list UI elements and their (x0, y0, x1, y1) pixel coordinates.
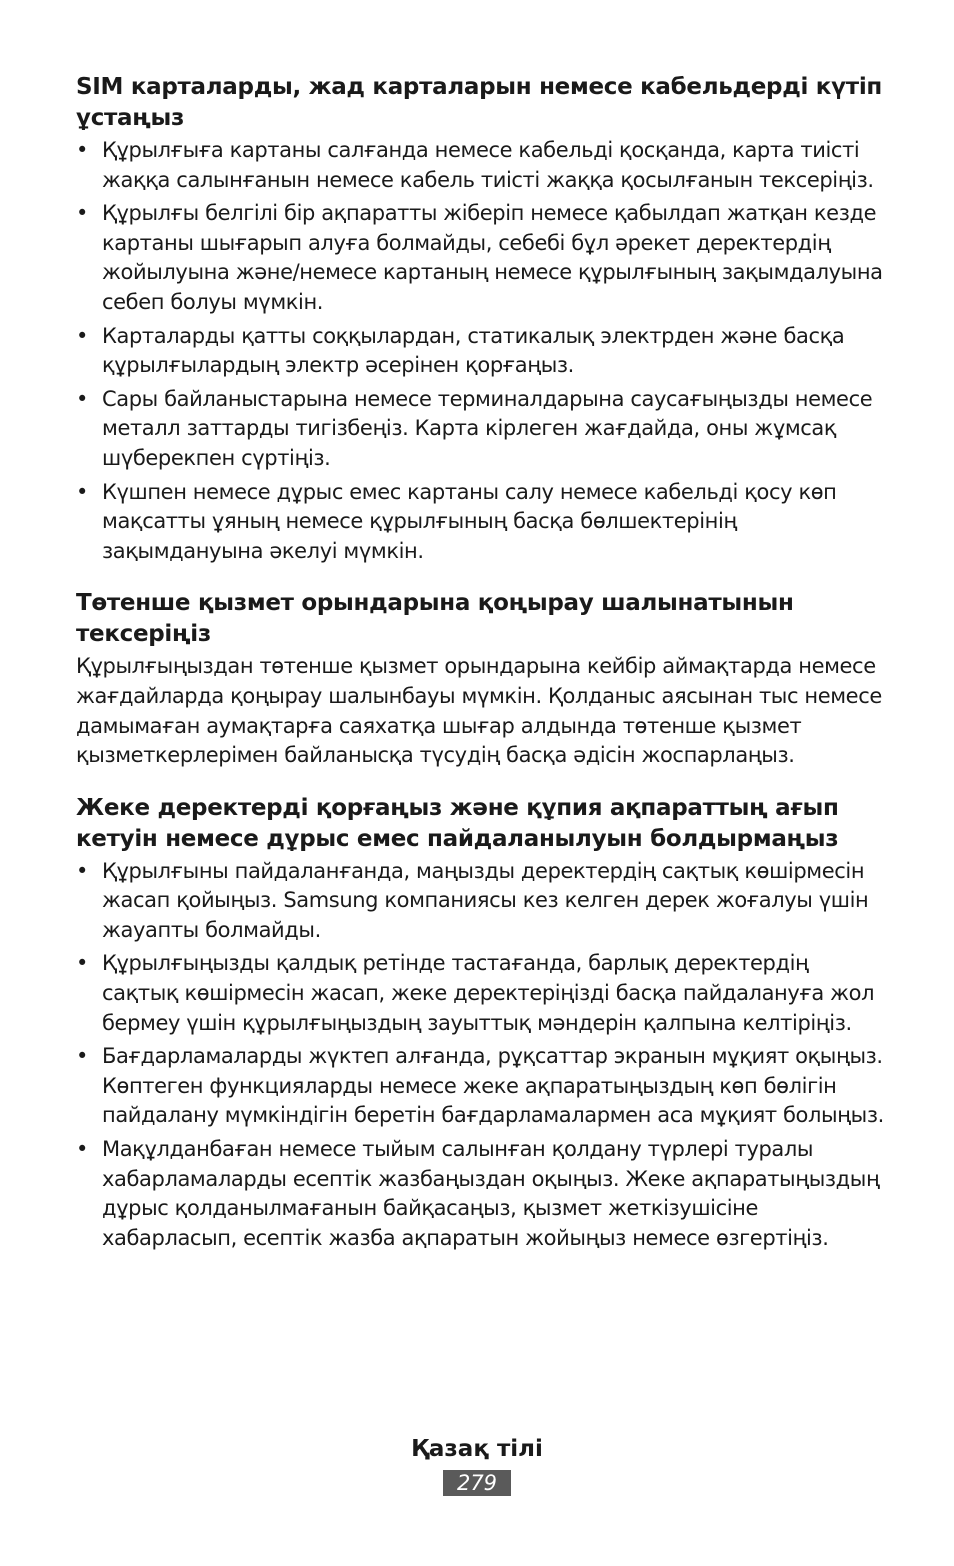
bullet-item (76, 949, 886, 1038)
section-heading: SIM карталарды, жад карталарын немесе кабельдерді күтіп ұстаңыз (76, 74, 882, 131)
bullet-item (76, 385, 886, 474)
section-emergency-calls (76, 588, 886, 770)
bullet-icon: • (76, 323, 88, 348)
bullet-icon: • (76, 1137, 88, 1162)
bullet-icon: • (76, 201, 88, 226)
section-personal-data (76, 793, 886, 1254)
bullet-item (76, 1135, 886, 1253)
bullet-text: Мақұлданбаған немесе тыйым салынған қолдану түрлері туралы хабарламаларды есептік жазбаңыздан оқыңыз. Жеке ақпаратыңыздың дұрыс қолданылмағанын байқасаңыз, қызмет жеткізушісіне хабарласып, есептік жазба ақпаратын жойыңыз немесе өзгертіңіз. (102, 1137, 880, 1250)
bullet-icon: • (76, 138, 88, 162)
section-paragraph: Құрылғыңыздан төтенше қызмет орындарына кейбір аймақтарда немесе жағдайларда қоңырау шалынбауы мүмкін. Қолданыс аясынан тыс немесе дамымаған аумақтарға саяхатқа шығар алдында төтенше қызмет қызметкерлерімен байланысқа түсудің басқа әдісін жоспарлаңыз. (76, 654, 882, 768)
bullet-icon: • (76, 479, 88, 504)
section-card-care (76, 72, 886, 566)
bullet-text: Құрылғы белгілі бір ақпаратты жіберіп немесе қабылдап жатқан кезде картаны шығарып алуға болмайды, себебі бұл әрекет деректердің жойылуына және/немесе картаның немесе құрылғының зақымдалуына себеп болуы мүмкін. (102, 201, 883, 314)
bullet-text: Карталарды қатты соққылардан, статикалық электрден және басқа құрылғылардың электр әсерінен қорғаңыз. (102, 323, 845, 378)
bullet-list (76, 136, 886, 566)
bullet-item (76, 478, 886, 567)
section-heading: Жеке деректерді қорғаңыз және құпия ақпараттың ағып кетуін немесе дұрыс емес пайдаланылуын болдырмаңыз (76, 794, 839, 852)
bullet-text: Сары байланыстарына немесе терминалдарына саусағыңызды немесе металл заттарды тигізбеңіз. Карта кірлеген жағдайда, оны жұмсақ шүберекпен сүртіңіз. (102, 386, 873, 470)
bullet-text: Құрылғыға картаны салғанда немесе кабельді қосқанда, карта тиісті жаққа салынғанын немесе кабель тиісті жаққа қосылғанын тексеріңіз. (102, 138, 874, 192)
bullet-icon: • (76, 386, 88, 411)
bullet-icon: • (76, 1044, 88, 1069)
bullet-text: Бағдарламаларды жүктеп алғанда, рұқсаттар экранын мұқият оқыңыз. Көптеген функцияларды немесе жеке ақпаратыңыздың көп бөлігін пайдалану мүмкіндігін беретін бағдарламалармен аса мұқият болыңыз. (102, 1044, 884, 1128)
document-page (76, 72, 886, 1275)
bullet-item (76, 322, 886, 381)
bullet-item (76, 1042, 886, 1131)
bullet-item (76, 136, 886, 195)
bullet-icon: • (76, 858, 88, 883)
bullet-text: Күшпен немесе дұрыс емес картаны салу немесе кабельді қосу көп мақсатты ұяның немесе құрылғының басқа бөлшектерінің зақымдануына әкелуі мүмкін. (102, 479, 837, 563)
bullet-text: Құрылғыңызды қалдық ретінде тастағанда, барлық деректердің сақтық көшірмесін жасап, жеке деректеріңізді басқа пайдалануға жол бермеу үшін құрылғыңыздың зауыттық мәндерін қалпына келтіріңіз. (102, 951, 875, 1035)
bullet-item (76, 199, 886, 317)
bullet-text: Құрылғыны пайдаланғанда, маңызды деректердің сақтық көшірмесін жасап қойыңыз. Samsung компаниясы кез келген дерек жоғалуы үшін жауапты болмайды. (102, 858, 869, 942)
page-footer (0, 1434, 954, 1496)
bullet-list (76, 857, 886, 1254)
bullet-icon: • (76, 951, 88, 976)
footer-language: Қазақ тілі (411, 1436, 543, 1462)
section-heading: Төтенше қызмет орындарына қоңырау шалынатынын тексеріңіз (76, 590, 794, 648)
page-number: 279 (443, 1470, 511, 1496)
bullet-item (76, 857, 886, 946)
